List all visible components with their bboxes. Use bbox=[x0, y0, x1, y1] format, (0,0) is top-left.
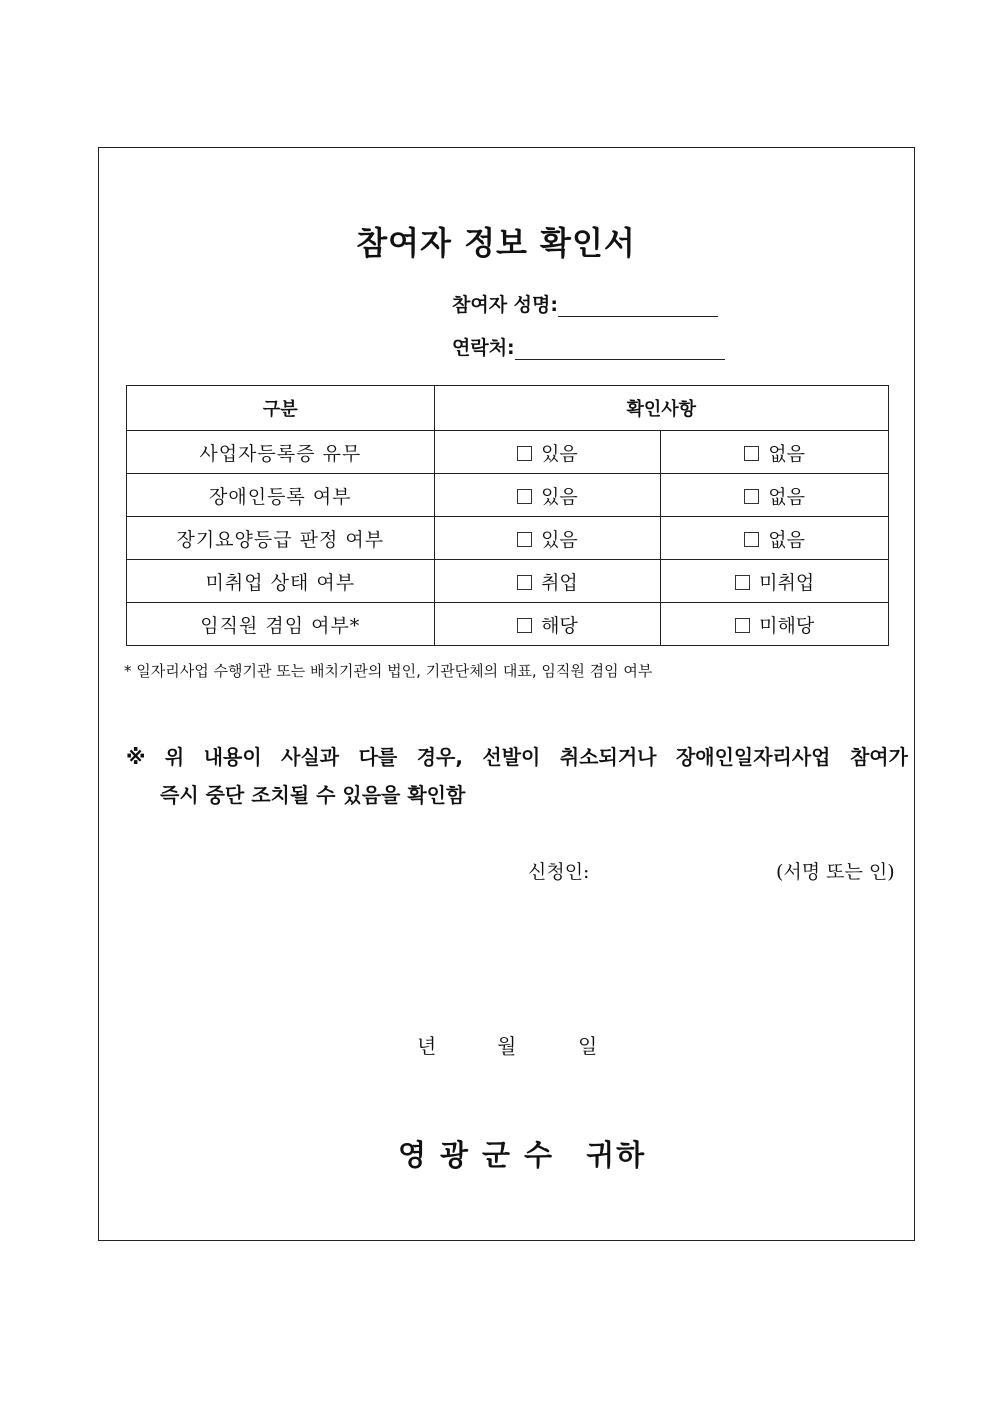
option-cell[interactable] bbox=[661, 517, 889, 560]
date-day[interactable]: 일 bbox=[578, 1034, 598, 1058]
notice-word: 다를 bbox=[358, 745, 398, 769]
option-label: 미해당 bbox=[759, 614, 815, 637]
notice-word: 내용이 bbox=[203, 745, 262, 769]
row-label: 장애인등록 여부 bbox=[127, 474, 435, 517]
header-category: 구분 bbox=[127, 386, 435, 431]
option-label: 있음 bbox=[541, 485, 578, 508]
notice-symbol: ※ bbox=[126, 745, 146, 769]
notice-word: 위 bbox=[164, 745, 185, 769]
option-label: 취업 bbox=[541, 571, 578, 594]
checkbox-icon[interactable] bbox=[517, 489, 532, 504]
notice-word: 참여가 bbox=[849, 745, 908, 769]
table-row bbox=[127, 603, 889, 646]
option-cell[interactable] bbox=[434, 474, 661, 517]
confirmation-table bbox=[126, 385, 889, 646]
notice-block bbox=[126, 738, 908, 814]
table-row bbox=[127, 560, 889, 603]
table-row bbox=[127, 474, 889, 517]
header-confirm: 확인사항 bbox=[434, 386, 888, 431]
table-header-row bbox=[127, 386, 889, 431]
checkbox-icon[interactable] bbox=[517, 532, 532, 547]
option-label: 해당 bbox=[541, 614, 578, 637]
participant-name-label: 참여자 성명: bbox=[452, 294, 558, 316]
notice-word: 경우, bbox=[416, 745, 463, 769]
option-label: 있음 bbox=[541, 528, 578, 551]
row-label: 미취업 상태 여부 bbox=[127, 560, 435, 603]
checkbox-icon[interactable] bbox=[744, 532, 759, 547]
participant-name-field bbox=[452, 290, 718, 317]
row-label: 사업자등록증 유무 bbox=[127, 431, 435, 474]
checkbox-icon[interactable] bbox=[735, 575, 750, 590]
addressee bbox=[398, 1133, 646, 1174]
option-label: 없음 bbox=[768, 485, 805, 508]
option-cell[interactable] bbox=[661, 474, 889, 517]
notice-word: 선발이 bbox=[482, 745, 541, 769]
row-label: 장기요양등급 판정 여부 bbox=[127, 517, 435, 560]
checkbox-icon[interactable] bbox=[735, 618, 750, 633]
option-cell[interactable] bbox=[661, 603, 889, 646]
notice-word: 장애인일자리사업 bbox=[675, 745, 831, 769]
checkbox-icon[interactable] bbox=[517, 618, 532, 633]
checkbox-icon[interactable] bbox=[744, 489, 759, 504]
notice-word: 취소되거나 bbox=[559, 745, 657, 769]
option-label: 미취업 bbox=[759, 571, 815, 594]
participant-name-blank[interactable] bbox=[558, 298, 718, 317]
table-row bbox=[127, 517, 889, 560]
footnote: * 일자리사업 수행기관 또는 배치기관의 법인, 기관단체의 대표, 임직원 겸임 여부 bbox=[124, 662, 653, 680]
option-label: 없음 bbox=[768, 442, 805, 465]
option-cell[interactable] bbox=[661, 431, 889, 474]
option-cell[interactable] bbox=[434, 517, 661, 560]
checkbox-icon[interactable] bbox=[517, 446, 532, 461]
notice-word: 사실과 bbox=[281, 745, 340, 769]
option-cell[interactable] bbox=[434, 603, 661, 646]
contact-blank[interactable] bbox=[515, 341, 725, 360]
applicant-label: 신청인: bbox=[528, 861, 590, 883]
option-cell[interactable] bbox=[661, 560, 889, 603]
contact-label: 연락처: bbox=[452, 337, 515, 359]
date-year[interactable]: 년 bbox=[417, 1034, 437, 1058]
option-cell[interactable] bbox=[434, 431, 661, 474]
addressee-honorific: 귀하 bbox=[586, 1138, 647, 1172]
contact-field bbox=[452, 333, 725, 360]
document-title: 참여자 정보 확인서 bbox=[356, 224, 636, 262]
checkbox-icon[interactable] bbox=[744, 446, 759, 461]
option-label: 있음 bbox=[541, 442, 578, 465]
addressee-org: 영광군수 bbox=[398, 1138, 567, 1172]
option-cell[interactable] bbox=[434, 560, 661, 603]
date-month[interactable]: 월 bbox=[497, 1034, 517, 1058]
notice-line-2: 즉시 중단 조치될 수 있음을 확인함 bbox=[160, 783, 466, 807]
table-row bbox=[127, 431, 889, 474]
checkbox-icon[interactable] bbox=[517, 575, 532, 590]
notice-line-1 bbox=[126, 738, 908, 776]
row-label: 임직원 겸임 여부* bbox=[127, 603, 435, 646]
signature-note[interactable]: (서명 또는 인) bbox=[776, 861, 895, 883]
option-label: 없음 bbox=[768, 528, 805, 551]
